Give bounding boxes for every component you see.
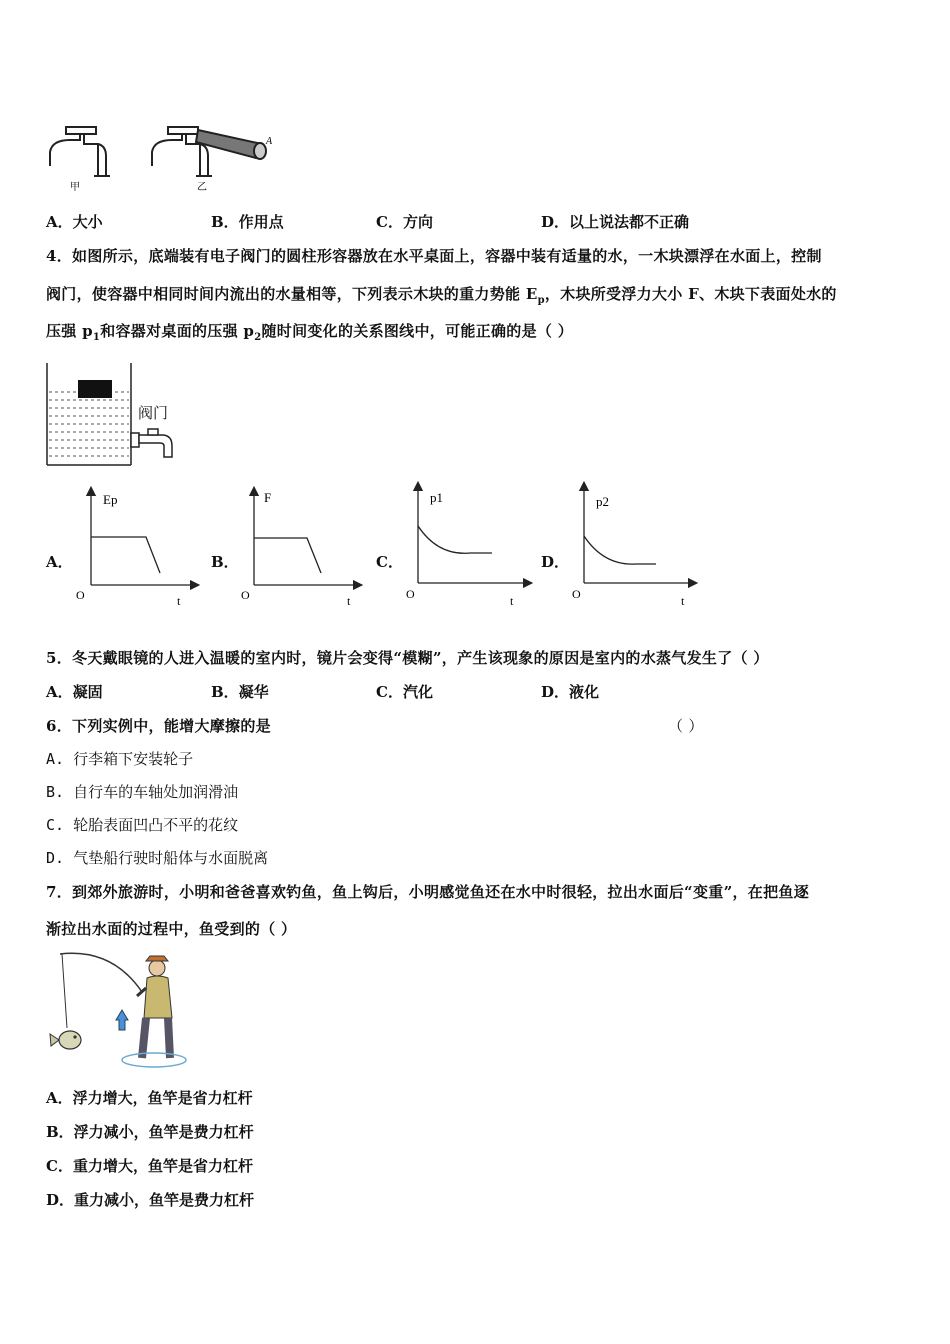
- q5-option-c[interactable]: C．汽化: [376, 683, 433, 701]
- fishing-illustration: [42, 948, 202, 1073]
- graph-c-xlabel: t: [510, 594, 514, 608]
- q3-option-a[interactable]: A．大小: [46, 213, 103, 231]
- q7-option-b[interactable]: B．浮力减小，鱼竿是费力杠杆: [46, 1123, 254, 1141]
- graph-c-origin: O: [406, 587, 415, 601]
- faucet-figure: [40, 100, 280, 195]
- graph-c-curve: [418, 526, 492, 553]
- q7-option-a[interactable]: A．浮力增大，鱼竿是省力杠杆: [46, 1089, 253, 1107]
- q4-option-c-label[interactable]: C．: [376, 553, 403, 571]
- q3-option-c[interactable]: C．方向: [376, 213, 433, 231]
- q5-option-d[interactable]: D．液化: [541, 683, 600, 701]
- q7-option-d[interactable]: D．重力减小，鱼竿是费力杠杆: [46, 1191, 255, 1209]
- q4-option-a-label[interactable]: A．: [46, 553, 73, 571]
- q4-option-d-label[interactable]: D．: [541, 553, 570, 571]
- valve-label: 阀门: [138, 404, 169, 422]
- graph-c-ylabel: p1: [430, 490, 443, 505]
- graph-b-origin: O: [241, 588, 250, 602]
- graph-b-ylabel: F: [264, 490, 272, 505]
- graph-b-xlabel: t: [347, 594, 351, 608]
- label-jia: 甲: [70, 182, 80, 193]
- q5-option-a[interactable]: A．凝固: [46, 683, 103, 701]
- faucet-jia-drawing: [50, 127, 110, 176]
- graph-d-curve: [584, 536, 656, 564]
- q5-stem: 5．冬天戴眼镜的人进入温暖的室内时，镜片会变得“模糊”，产生该现象的原因是室内的水蒸气发生了（ ）: [46, 649, 769, 667]
- q7-option-c[interactable]: C．重力增大，鱼竿是省力杠杆: [46, 1157, 253, 1175]
- graph-c[interactable]: [400, 478, 535, 608]
- q7-stem-line1: 7．到郊外旅游时，小明和爸爸喜欢钓鱼，鱼上钩后，小明感觉鱼还在水中时很轻，拉出水面后“变重”，在把鱼逐: [46, 883, 809, 901]
- q6-option-a[interactable]: A. 行李箱下安装轮子: [46, 750, 194, 768]
- q4-stem-line3: 压强 $p_1$和容器对桌面的压强 $p_2$随时间变化的关系图线中，可能正确的是（ ）: [46, 322, 573, 343]
- graph-a-curve: [91, 537, 160, 573]
- water-lines: [49, 392, 129, 456]
- graph-a[interactable]: [70, 485, 200, 610]
- graph-d-ylabel: p2: [596, 494, 609, 509]
- graph-b-curve: [254, 538, 321, 573]
- label-a: A: [266, 136, 273, 147]
- q6-answer-paren: （ ）: [668, 717, 704, 735]
- graph-b[interactable]: [235, 485, 365, 610]
- q6-option-b[interactable]: B. 自行车的车轴处加润滑油: [46, 783, 239, 801]
- q3-option-b[interactable]: B．作用点: [211, 213, 284, 231]
- graph-a-xlabel: t: [177, 594, 181, 608]
- faucet-yi-drawing: [152, 127, 266, 176]
- q6-option-d[interactable]: D. 气垫船行驶时船体与水面脱离: [46, 849, 269, 867]
- q6-stem: 6．下列实例中，能增大摩擦的是: [46, 717, 271, 735]
- graph-a-origin: O: [76, 588, 85, 602]
- graph-d-xlabel: t: [681, 594, 685, 608]
- q3-option-d[interactable]: D．以上说法都不正确: [541, 213, 690, 231]
- wood-block: [78, 380, 112, 398]
- label-yi: 乙: [197, 182, 207, 193]
- graph-a-ylabel: Ep: [103, 492, 118, 507]
- graph-d[interactable]: [566, 480, 701, 610]
- valve-faucet: [131, 429, 172, 457]
- q6-option-c[interactable]: C. 轮胎表面凹凸不平的花纹: [46, 816, 239, 834]
- q7-stem-line2: 渐拉出水面的过程中，鱼受到的（ ）: [46, 920, 297, 938]
- q4-stem-line1: 4．如图所示，底端装有电子阀门的圆柱形容器放在水平桌面上，容器中装有适量的水，一木块漂浮在水面上，控制: [46, 247, 822, 265]
- q5-option-b[interactable]: B．凝华: [211, 683, 269, 701]
- q4-stem-line2: 阀门，使容器中相同时间内流出的水量相等，下列表示木块的重力势能 $E_p$，木块所受浮力大小 F、木块下表面处水的: [46, 285, 837, 306]
- q4-option-b-label[interactable]: B．: [211, 553, 239, 571]
- graph-d-origin: O: [572, 587, 581, 601]
